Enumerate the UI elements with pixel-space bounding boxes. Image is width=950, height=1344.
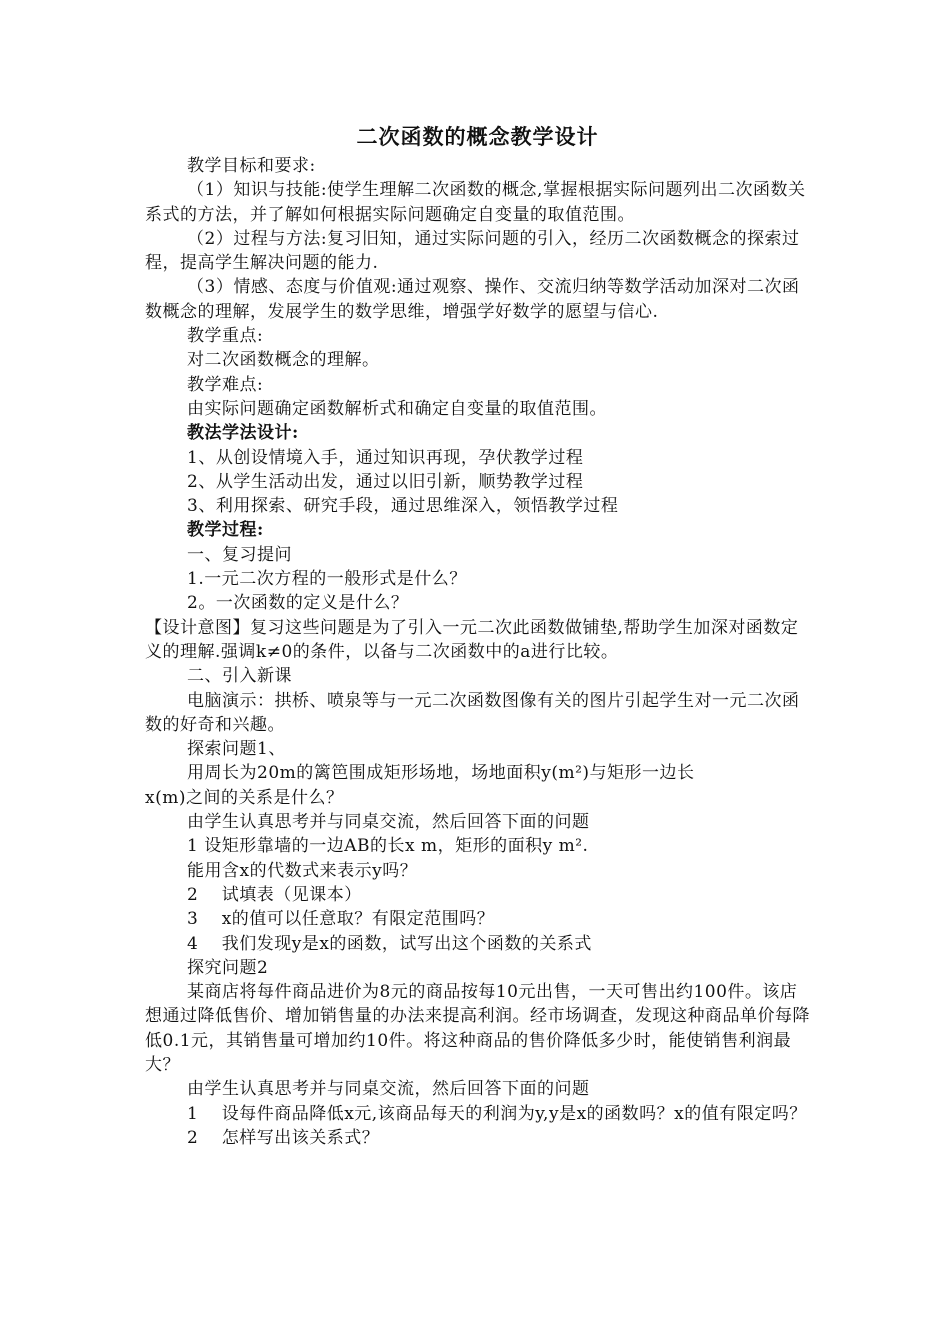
paragraph: 2。一次函数的定义是什么？ [187, 593, 409, 614]
paragraph: 1.一元二次方程的一般形式是什么？ [187, 569, 467, 590]
paragraph: 4 我们发现y是x的函数，试写出这个函数的关系式 [187, 933, 592, 954]
document-title: 二次函数的概念教学设计 [356, 124, 599, 149]
paragraph: 探索问题1、 [187, 739, 286, 760]
paragraph: （1）知识与技能:使学生理解二次函数的概念,掌握根据实际问题列出二次函数关系式的方法，并了解如何根据实际问题确定自变量的取值范围。 [145, 180, 806, 225]
paragraph: 3 x的值可以任意取？有限定范围吗？ [187, 909, 495, 930]
paragraph: x(m)之间的关系是什么？ [145, 787, 344, 808]
paragraph: 电脑演示：拱桥、喷泉等与一元二次函数图像有关的图片引起学生对一元二次函数的好奇和兴趣。 [145, 690, 800, 735]
paragraph-list [145, 154, 810, 1150]
document-body [145, 120, 810, 1150]
paragraph: 【设计意图】复习这些问题是为了引入一元二次此函数做铺垫,帮助学生加深对函数定义的理解.强调k≠0的条件，以备与二次函数中的a进行比较。 [145, 617, 799, 662]
paragraph: 二、引入新课 [187, 666, 292, 687]
paragraph: 对二次函数概念的理解。 [187, 350, 380, 371]
paragraph: 由学生认真思考并与同桌交流，然后回答下面的问题 [187, 812, 590, 833]
paragraph: （2）过程与方法:复习旧知，通过实际问题的引入，经历二次函数概念的探索过程，提高学生解决问题的能力. [145, 228, 800, 274]
paragraph: 1、从创设情境入手，通过知识再现，孕伏教学过程 [187, 447, 584, 468]
paragraph: 由实际问题确定函数解析式和确定自变量的取值范围。 [187, 398, 607, 419]
paragraph: 2、从学生活动出发，通过以旧引新，顺势教学过程 [187, 471, 584, 492]
paragraph: 3、利用探索、研究手段，通过思维深入，领悟教学过程 [187, 496, 619, 517]
paragraph: 能用含x的代数式来表示y吗？ [187, 860, 418, 881]
paragraph: 用周长为20m的篱笆围成矩形场地，场地面积y(m²)与矩形一边长 [187, 763, 695, 784]
paragraph: 2 试填表（见课本） [187, 884, 362, 905]
paragraph: 某商店将每件商品进价为8元的商品按每10元出售，一天可售出约100件。该店想通过降低售价、增加销售量的办法来提高利润。经市场调查，发现这种商品单价每降低0.1元，其销售量可增加约10件。将这种商品的售价降低多少时，能使销售利润最大？ [145, 982, 810, 1075]
paragraph: 探究问题2 [187, 957, 269, 978]
paragraph: 教学重点: [187, 326, 264, 347]
paragraph: 1 设矩形靠墙的一边AB的长x m，矩形的面积y m². [187, 836, 589, 857]
paragraph: （3）情感、态度与价值观:通过观察、操作、交流归纳等数学活动加深对二次函数概念的理解，发展学生的数学思维，增强学好数学的愿望与信心. [145, 277, 800, 322]
paragraph: 由学生认真思考并与同桌交流，然后回答下面的问题 [187, 1079, 590, 1100]
paragraph: 1 设每件商品降低x元,该商品每天的利润为y,y是x的函数吗？x的值有限定吗？ [187, 1103, 807, 1124]
paragraph: 教法学法设计: [187, 423, 299, 444]
paragraph: 一、复习提问 [187, 544, 292, 565]
paragraph: 2 怎样写出该关系式？ [187, 1127, 380, 1148]
paragraph: 教学过程: [187, 520, 264, 541]
paragraph: 教学难点: [187, 374, 264, 395]
paragraph: 教学目标和要求: [187, 156, 316, 176]
